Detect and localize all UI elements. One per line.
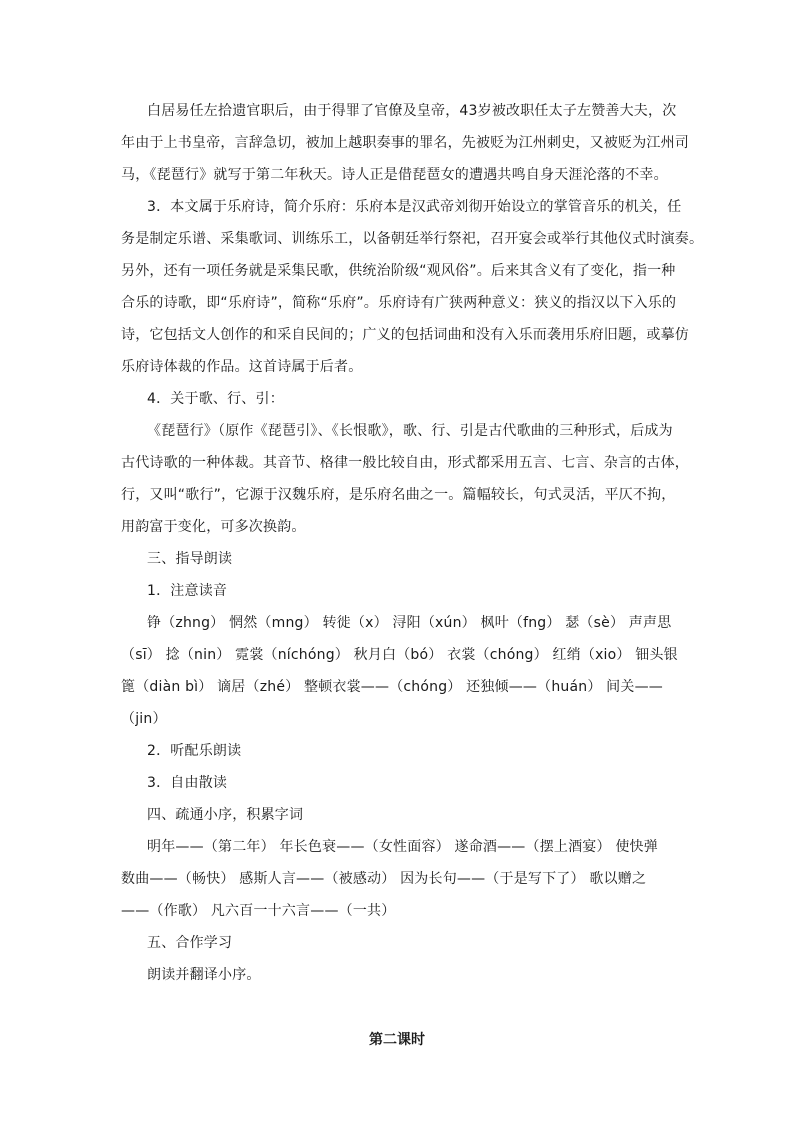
text-line: 五、合作学习 (147, 935, 233, 951)
text-line: 篦（diàn bì） 谪居（zhé） 整顿衣裳——（chóng） 还独倾——（huán） 间关—— (121, 679, 663, 695)
text-line: 古代诗歌的一种体裁。其音节、格律一般比较自由，形式都采用五言、七言、杂言的古体， (121, 455, 689, 471)
text-line: 朗读并翻译小序。 (147, 967, 261, 983)
text-line: 《琵琶行》（原作《琵琶引》、《长恨歌》，歌、行、引是古代歌曲的三种形式，后成为 (147, 423, 673, 439)
text-line: 务是制定乐谱、采集歌词、训练乐工，以备朝廷举行祭祀，召开宴会或举行其他仪式时演奏。 (121, 231, 704, 247)
text-line: 另外，还有一项任务就是采集民歌，供统治阶级“观风俗”。后来其含义有了变化，指一种 (121, 263, 676, 279)
text-line: 行，又叫“歌行”，它源于汉魏乐府，是乐府名曲之一。篇幅较长，句式灵活，平仄不拘， (121, 487, 676, 503)
text-line: 明年——（第二年） 年长色衰——（女性面容） 遂命酒——（摆上酒宴） 使快弹 (147, 839, 658, 855)
section-heading: 第二课时 (369, 1032, 425, 1048)
text-line: （sī） 捻（nin） 霓裳（níchóng） 秋月白（bó） 衣裳（chóng） 红绡（xio） 钿头银 (121, 647, 678, 663)
text-line: 四、疏通小序，积累字词 (147, 807, 304, 823)
text-line: 白居易任左拾遗官职后，由于得罪了官僚及皇帝，43岁被改职任太子左赞善大夫，次 (147, 103, 677, 119)
text-line: 4．关于歌、行、引： (147, 391, 284, 407)
text-line: ——（作歌） 凡六百一十六言——（一共） (121, 903, 396, 919)
text-line: 铮（zhng） 惘然（mng） 转徙（x） 浔阳（xún） 枫叶（fng） 瑟（sè） 声声思 (147, 615, 672, 631)
text-line: 3．自由散读 (147, 775, 228, 791)
text-line: 三、指导朗读 (147, 551, 233, 567)
text-line: 用韵富于变化，可多次换韵。 (121, 519, 306, 535)
text-line: 3．本文属于乐府诗，简介乐府：乐府本是汉武帝刘彻开始设立的掌管音乐的机关，任 (147, 199, 682, 215)
text-line: （jin） (121, 711, 167, 727)
text-line: 数曲——（畅快） 感斯人言——（被感动） 因为长句——（于是写下了） 歌以赠之 (121, 871, 647, 887)
text-line: 乐府诗体裁的作品。这首诗属于后者。 (121, 359, 363, 375)
text-line: 合乐的诗歌，即“乐府诗”，简称“乐府”。乐府诗有广狭两种意义：狭义的指汉以下入乐的 (121, 295, 677, 311)
text-line: 2．听配乐朗读 (147, 743, 242, 759)
text-line: 1．注意读音 (147, 583, 228, 599)
text-line: 马，《琵琶行》就写于第二年秋天。诗人正是借琵琶女的遭遇共鸣自身天涯沦落的不幸。 (121, 167, 668, 183)
text-line: 诗，它包括文人创作的和采自民间的；广义的包括词曲和没有入乐而袭用乐府旧题，或摹仿 (121, 327, 689, 343)
text-line: 年由于上书皇帝，言辞急切，被加上越职奏事的罪名，先被贬为江州刺史，又被贬为江州司 (121, 135, 689, 151)
